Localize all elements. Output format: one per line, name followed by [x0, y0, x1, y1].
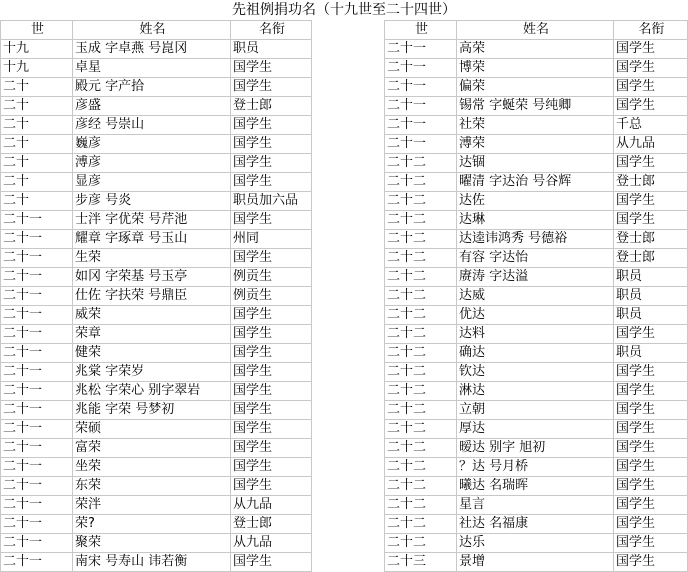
- title-cell: 国学生: [614, 477, 688, 496]
- title-cell: 登士郎: [614, 249, 688, 268]
- name-cell: 社荣: [457, 116, 614, 135]
- title-cell: 国学生: [231, 363, 312, 382]
- generation-cell: 二十二: [385, 534, 457, 553]
- table-row: [1, 268, 312, 287]
- left-table: [0, 20, 312, 572]
- name-cell: 淋达: [457, 382, 614, 401]
- generation-cell: 二十一: [1, 249, 73, 268]
- generation-cell: 二十二: [385, 477, 457, 496]
- name-cell: 达琳: [457, 211, 614, 230]
- title-cell: 从九品: [231, 534, 312, 553]
- name-cell: 南宋 号寿山 讳若衡: [73, 553, 231, 572]
- name-cell: 偏荣: [457, 78, 614, 97]
- title-cell: 职员: [614, 268, 688, 287]
- title-cell: 国学生: [231, 420, 312, 439]
- table-row: [385, 420, 688, 439]
- name-cell: 厚达: [457, 420, 614, 439]
- title-cell: 国学生: [614, 154, 688, 173]
- title-cell: 国学生: [614, 439, 688, 458]
- name-cell: 兆能 字荣 号梦初: [73, 401, 231, 420]
- name-cell: 彦盛: [73, 97, 231, 116]
- table-row: [385, 173, 688, 192]
- title-cell: 职员: [614, 344, 688, 363]
- name-cell: 荣章: [73, 325, 231, 344]
- title-cell: 国学生: [614, 553, 688, 572]
- title-cell: 国学生: [231, 439, 312, 458]
- table-row: [385, 382, 688, 401]
- title-cell: 国学生: [231, 211, 312, 230]
- table-row: [385, 439, 688, 458]
- generation-cell: 二十二: [385, 211, 457, 230]
- name-cell: 博荣: [457, 59, 614, 78]
- name-cell: 有容 字达怡: [457, 249, 614, 268]
- name-cell: 健荣: [73, 344, 231, 363]
- name-cell: ？达 号月桥: [457, 458, 614, 477]
- table-row: [1, 420, 312, 439]
- generation-cell: 二十一: [1, 287, 73, 306]
- table-row: [1, 97, 312, 116]
- generation-cell: 二十二: [385, 420, 457, 439]
- title-cell: 国学生: [614, 211, 688, 230]
- title-cell: 职员: [614, 306, 688, 325]
- table-row: [1, 40, 312, 59]
- title-cell: 国学生: [614, 496, 688, 515]
- title-cell: 国学生: [231, 477, 312, 496]
- generation-cell: 二十: [1, 192, 73, 211]
- table-row: [1, 154, 312, 173]
- name-cell: 星言: [457, 496, 614, 515]
- name-cell: 步彦 号炎: [73, 192, 231, 211]
- generation-cell: 二十二: [385, 439, 457, 458]
- title-cell: 国学生: [231, 553, 312, 572]
- title-cell: 国学生: [614, 363, 688, 382]
- table-row: [1, 553, 312, 572]
- generation-cell: 二十一: [1, 420, 73, 439]
- table-row: [385, 97, 688, 116]
- name-cell: 景增: [457, 553, 614, 572]
- table-row: [385, 401, 688, 420]
- generation-cell: 二十一: [1, 534, 73, 553]
- generation-cell: 二十一: [1, 344, 73, 363]
- title-cell: 登士郎: [231, 515, 312, 534]
- name-cell: 达逵讳鸿秀 号德裕: [457, 230, 614, 249]
- name-cell: 溥彦: [73, 154, 231, 173]
- generation-cell: 二十一: [1, 458, 73, 477]
- generation-cell: 二十一: [1, 363, 73, 382]
- title-cell: 职员: [231, 40, 312, 59]
- generation-cell: 二十一: [385, 135, 457, 154]
- table-row: [1, 59, 312, 78]
- title-cell: 国学生: [231, 78, 312, 97]
- generation-cell: 二十二: [385, 382, 457, 401]
- table-row: [1, 458, 312, 477]
- generation-cell: 二十: [1, 78, 73, 97]
- name-cell: 荣?: [73, 515, 231, 534]
- generation-cell: 二十三: [385, 553, 457, 572]
- title-cell: 国学生: [231, 344, 312, 363]
- table-row: [1, 230, 312, 249]
- name-cell: 荣泮: [73, 496, 231, 515]
- title-cell: 国学生: [614, 192, 688, 211]
- name-cell: 兆棠 字荣岁: [73, 363, 231, 382]
- header-row: [1, 21, 312, 40]
- name-cell: 高荣: [457, 40, 614, 59]
- generation-cell: 二十二: [385, 268, 457, 287]
- name-cell: 兆松 字荣心 别字翠岩: [73, 382, 231, 401]
- name-cell: 立朝: [457, 401, 614, 420]
- name-cell: 溥荣: [457, 135, 614, 154]
- table-row: [385, 154, 688, 173]
- name-cell: 东荣: [73, 477, 231, 496]
- name-cell: 耀章 字琢章 号玉山: [73, 230, 231, 249]
- table-row: [1, 477, 312, 496]
- title-cell: 千总: [614, 116, 688, 135]
- generation-cell: 二十一: [385, 116, 457, 135]
- name-cell: 生荣: [73, 249, 231, 268]
- generation-cell: 二十: [1, 154, 73, 173]
- name-cell: 暧达 别字 旭初: [457, 439, 614, 458]
- table-row: [385, 515, 688, 534]
- title-cell: 登士郎: [614, 230, 688, 249]
- generation-cell: 二十二: [385, 344, 457, 363]
- name-cell: 达威: [457, 287, 614, 306]
- table-row: [385, 553, 688, 572]
- generation-cell: 十九: [1, 59, 73, 78]
- title-cell: 职员: [614, 287, 688, 306]
- table-row: [1, 249, 312, 268]
- title-cell: 国学生: [614, 78, 688, 97]
- right-table: [384, 20, 688, 572]
- title-cell: 国学生: [231, 135, 312, 154]
- title-cell: 国学生: [231, 249, 312, 268]
- title-cell: 国学生: [231, 458, 312, 477]
- generation-cell: 二十一: [1, 325, 73, 344]
- name-cell: 威荣: [73, 306, 231, 325]
- name-cell: 曦达 名瑞晖: [457, 477, 614, 496]
- table-row: [1, 287, 312, 306]
- table-row: [1, 135, 312, 154]
- title-cell: 国学生: [231, 59, 312, 78]
- table-row: [385, 192, 688, 211]
- name-cell: 社达 名福康: [457, 515, 614, 534]
- name-cell: 卓星: [73, 59, 231, 78]
- column-header: 世: [385, 21, 457, 40]
- name-cell: 如冈 字荣基 号玉亭: [73, 268, 231, 287]
- table-row: [385, 268, 688, 287]
- title-cell: 国学生: [231, 382, 312, 401]
- generation-cell: 二十一: [1, 306, 73, 325]
- name-cell: 锡常 字蜒荣 号纯卿: [457, 97, 614, 116]
- name-cell: 富荣: [73, 439, 231, 458]
- table-row: [385, 363, 688, 382]
- name-cell: 士泮 字优荣 号芹池: [73, 211, 231, 230]
- table-row: [1, 382, 312, 401]
- generation-cell: 二十: [1, 116, 73, 135]
- table-row: [385, 344, 688, 363]
- title-cell: 国学生: [231, 401, 312, 420]
- title-cell: 从九品: [231, 496, 312, 515]
- name-cell: 仕佐 字扶荣 号鼎臣: [73, 287, 231, 306]
- title-cell: 国学生: [614, 40, 688, 59]
- name-cell: 殿元 字产拾: [73, 78, 231, 97]
- title-cell: 从九品: [614, 135, 688, 154]
- table-row: [1, 173, 312, 192]
- title-cell: 国学生: [614, 420, 688, 439]
- name-cell: 巍彦: [73, 135, 231, 154]
- generation-cell: 二十二: [385, 363, 457, 382]
- table-row: [1, 401, 312, 420]
- name-cell: 聚荣: [73, 534, 231, 553]
- generation-cell: 二十一: [385, 40, 457, 59]
- name-cell: 达锢: [457, 154, 614, 173]
- header-row: [385, 21, 688, 40]
- table-row: [385, 496, 688, 515]
- name-cell: 确达: [457, 344, 614, 363]
- title-cell: 国学生: [231, 116, 312, 135]
- generation-cell: 二十二: [385, 306, 457, 325]
- table-row: [1, 439, 312, 458]
- column-header: 姓名: [457, 21, 614, 40]
- title-cell: 职员加六品: [231, 192, 312, 211]
- name-cell: 优达: [457, 306, 614, 325]
- table-row: [1, 116, 312, 135]
- generation-cell: 二十二: [385, 458, 457, 477]
- table-row: [385, 78, 688, 97]
- table-row: [1, 306, 312, 325]
- generation-cell: 二十二: [385, 230, 457, 249]
- column-header: 名衔: [231, 21, 312, 40]
- title-cell: 国学生: [614, 534, 688, 553]
- generation-cell: 二十二: [385, 401, 457, 420]
- table-row: [1, 363, 312, 382]
- name-cell: 玉成 字卓燕 号崑冈: [73, 40, 231, 59]
- name-cell: 显彦: [73, 173, 231, 192]
- table-row: [1, 344, 312, 363]
- generation-cell: 二十一: [385, 97, 457, 116]
- column-gap: [311, 20, 385, 545]
- title-cell: 国学生: [614, 382, 688, 401]
- table-row: [1, 515, 312, 534]
- generation-cell: 二十一: [1, 515, 73, 534]
- generation-cell: 二十二: [385, 154, 457, 173]
- generation-cell: 二十一: [1, 382, 73, 401]
- table-row: [1, 325, 312, 344]
- title-cell: 国学生: [614, 59, 688, 78]
- name-cell: 彦经 号崇山: [73, 116, 231, 135]
- generation-cell: 二十一: [1, 477, 73, 496]
- table-row: [385, 59, 688, 78]
- table-row: [385, 135, 688, 154]
- title-cell: 国学生: [231, 325, 312, 344]
- generation-cell: 二十二: [385, 287, 457, 306]
- name-cell: 坐荣: [73, 458, 231, 477]
- title-cell: 国学生: [614, 458, 688, 477]
- generation-cell: 二十: [1, 135, 73, 154]
- table-row: [385, 477, 688, 496]
- name-cell: 达乐: [457, 534, 614, 553]
- title-cell: 州同: [231, 230, 312, 249]
- name-cell: 达料: [457, 325, 614, 344]
- title-cell: 国学生: [231, 154, 312, 173]
- generation-cell: 二十一: [385, 59, 457, 78]
- title-cell: 国学生: [231, 173, 312, 192]
- generation-cell: 二十二: [385, 192, 457, 211]
- title-cell: 国学生: [231, 306, 312, 325]
- column-header: 姓名: [73, 21, 231, 40]
- generation-cell: 二十一: [1, 496, 73, 515]
- table-row: [385, 458, 688, 477]
- table-row: [1, 192, 312, 211]
- table-row: [385, 40, 688, 59]
- table-row: [385, 534, 688, 553]
- generation-cell: 二十一: [1, 230, 73, 249]
- column-header: 世: [1, 21, 73, 40]
- generation-cell: 二十二: [385, 249, 457, 268]
- generation-cell: 二十一: [1, 553, 73, 572]
- title-cell: 例贡生: [231, 287, 312, 306]
- table-row: [385, 211, 688, 230]
- generation-cell: 二十一: [385, 78, 457, 97]
- table-row: [1, 211, 312, 230]
- name-cell: 达佐: [457, 192, 614, 211]
- generation-cell: 二十二: [385, 496, 457, 515]
- title-cell: 国学生: [614, 325, 688, 344]
- page-title: 先祖例捐功名（十九世至二十四世）: [232, 2, 456, 18]
- table-row: [385, 116, 688, 135]
- generation-cell: 二十: [1, 173, 73, 192]
- name-cell: 赓涛 字达溢: [457, 268, 614, 287]
- title-cell: 登士郎: [231, 97, 312, 116]
- generation-cell: 十九: [1, 40, 73, 59]
- table-row: [385, 230, 688, 249]
- title-cell: 登士郎: [614, 173, 688, 192]
- name-cell: 曜清 字达治 号谷辉: [457, 173, 614, 192]
- generation-cell: 二十二: [385, 325, 457, 344]
- generation-cell: 二十一: [1, 401, 73, 420]
- table-row: [385, 249, 688, 268]
- table-row: [1, 78, 312, 97]
- table-row: [385, 287, 688, 306]
- generation-cell: 二十二: [385, 515, 457, 534]
- name-cell: 荣硕: [73, 420, 231, 439]
- generation-cell: 二十: [1, 97, 73, 116]
- column-header: 名衔: [614, 21, 688, 40]
- table-row: [1, 496, 312, 515]
- generation-cell: 二十一: [1, 439, 73, 458]
- generation-cell: 二十一: [1, 211, 73, 230]
- generation-cell: 二十二: [385, 173, 457, 192]
- title-cell: 国学生: [614, 97, 688, 116]
- table-row: [385, 325, 688, 344]
- title-cell: 国学生: [614, 515, 688, 534]
- title-cell: 例贡生: [231, 268, 312, 287]
- table-row: [385, 306, 688, 325]
- table-row: [1, 534, 312, 553]
- title-cell: 国学生: [614, 401, 688, 420]
- name-cell: 钦达: [457, 363, 614, 382]
- generation-cell: 二十一: [1, 268, 73, 287]
